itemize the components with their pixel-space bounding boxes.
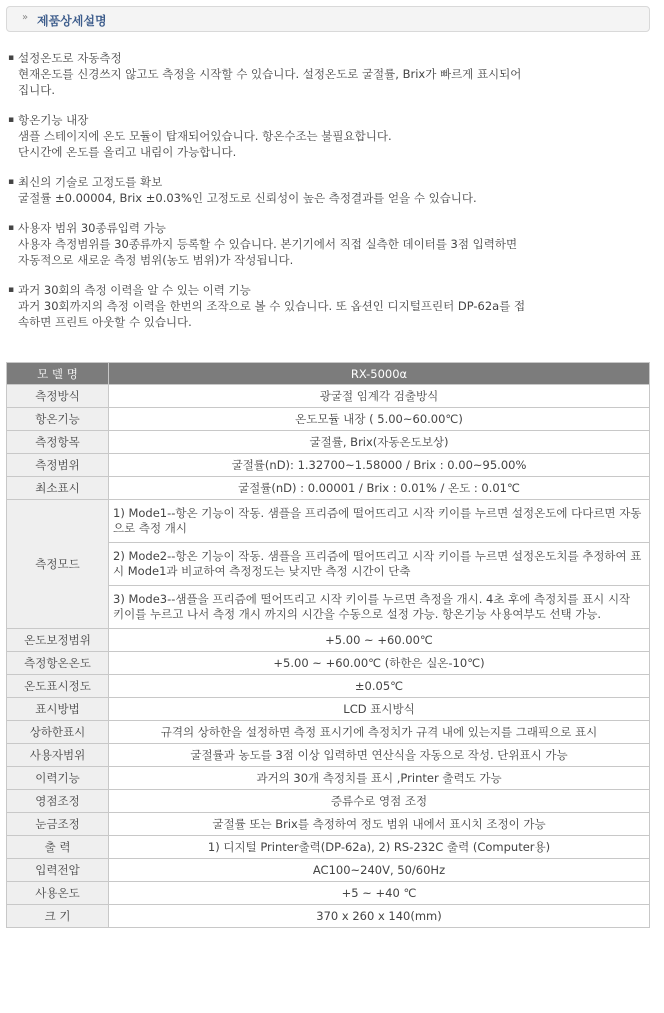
spec-row — [7, 385, 650, 408]
spec-label: 눈금조정 — [7, 813, 109, 836]
spec-value: 1) 디지털 Printer출력(DP-62a), 2) RS-232C 출력 (Computer용) — [109, 836, 650, 859]
feature-title: ▪ 설정온도로 자동측정 — [8, 50, 648, 66]
spec-value: LCD 표시방식 — [109, 698, 650, 721]
spec-row — [7, 431, 650, 454]
spec-row — [7, 859, 650, 882]
feature-description: 사용자 측정범위를 30종류까지 등록할 수 있습니다. 본기기에서 직접 실측한 데이터를 3점 입력하면 자동적으로 새로운 측정 범위(농도 범위)가 작성됩니다. — [18, 237, 518, 267]
spec-row — [7, 454, 650, 477]
feature-description: 굴절률 ±0.00004, Brix ±0.03%인 고정도로 신뢰성이 높은 측정결과를 얻을 수 있습니다. — [18, 191, 477, 205]
spec-value: +5.00 ~ +60.00℃ — [109, 629, 650, 652]
spec-label: 입력전압 — [7, 859, 109, 882]
feature-item — [8, 174, 648, 206]
spec-row — [7, 905, 650, 928]
mode-description: 3) Mode3--샘플을 프리즘에 떨어뜨리고 시작 키이를 누르면 측정을 개시. 4초 후에 측정치를 표시 시작 키이를 누르고 나서 측정 개시 까지의 시간을 수동으로 설정 가능. 항온기능 사용여부도 선택 가능. — [113, 592, 631, 621]
spec-label: 크 기 — [7, 905, 109, 928]
model-value: RX-5000α — [109, 363, 650, 385]
spec-value: 규격의 상하한을 설정하면 측정 표시기에 측정치가 규격 내에 있는지를 그래픽으로 표시 — [109, 721, 650, 744]
spec-row — [7, 767, 650, 790]
mode-description: 1) Mode1--항온 기능이 작동. 샘플을 프리즘에 떨어뜨리고 시작 키이를 누르면 설정온도에 다다르면 자동으로 측정 개시 — [109, 500, 649, 543]
feature-title: ▪ 과거 30회의 측정 이력을 알 수 있는 이력 기능 — [8, 282, 648, 298]
spec-label: 측정방식 — [7, 385, 109, 408]
spec-value: 광굴절 임계각 검출방식 — [109, 385, 650, 408]
spec-label: 온도보정범위 — [7, 629, 109, 652]
feature-title: ▪ 최신의 기술로 고정도를 확보 — [8, 174, 648, 190]
spec-row — [7, 477, 650, 500]
spec-value: 굴절률과 농도를 3점 이상 입력하면 연산식을 자동으로 작성. 단위표시 가능 — [109, 744, 650, 767]
section-title: 제품상세설명 — [37, 14, 107, 28]
spec-label: 출 력 — [7, 836, 109, 859]
feature-item — [8, 50, 648, 98]
spec-value: 굴절률(nD): 1.32700~1.58000 / Brix : 0.00~95.00% — [109, 454, 650, 477]
spec-label: 최소표시 — [7, 477, 109, 500]
spec-value: 굴절률 또는 Brix를 측정하여 정도 범위 내에서 표시치 조정이 가능 — [109, 813, 650, 836]
spec-label: 영점조정 — [7, 790, 109, 813]
feature-description: 현재온도를 신경쓰지 않고도 측정을 시작할 수 있습니다. 설정온도로 굴절률, Brix가 빠르게 표시되어 집니다. — [18, 67, 522, 97]
spec-label: 표시방법 — [7, 698, 109, 721]
spec-row — [7, 675, 650, 698]
feature-list — [8, 50, 648, 344]
model-label: 모 델 명 — [7, 363, 109, 385]
spec-label: 측정항목 — [7, 431, 109, 454]
spec-value: 과거의 30개 측정치를 표시 ,Printer 출력도 가능 — [109, 767, 650, 790]
feature-description: 과거 30회까지의 측정 이력을 한번의 조작으로 볼 수 있습니다. 또 옵션인 디지털프린터 DP-62a를 접 속하면 프린트 아웃할 수 있습니다. — [18, 299, 526, 329]
feature-description: 샘플 스테이지에 온도 모듈이 탑재되어있습니다. 항온수조는 불필요합니다. 단시간에 온도를 올리고 내림이 가능합니다. — [18, 129, 392, 159]
spec-row — [7, 744, 650, 767]
spec-value: +5 ~ +40 ℃ — [109, 882, 650, 905]
spec-value: 370 x 260 x 140(mm) — [109, 905, 650, 928]
spec-row — [7, 813, 650, 836]
feature-item — [8, 282, 648, 330]
spec-value: 온도모듈 내장 ( 5.00~60.00℃) — [109, 408, 650, 431]
spec-label: 상하한표시 — [7, 721, 109, 744]
spec-label: 측정모드 — [7, 500, 109, 629]
spec-value: 굴절률(nD) : 0.00001 / Brix : 0.01% / 온도 : 0.01℃ — [109, 477, 650, 500]
spec-table — [6, 362, 650, 928]
spec-label: 사용온도 — [7, 882, 109, 905]
spec-row-mode — [7, 500, 650, 629]
mode-description: 2) Mode2--항온 기능이 작동. 샘플을 프리즘에 떨어뜨리고 시작 키이를 누르면 설정온도치를 추정하여 표시 Mode1과 비교하여 측정정도는 낮지만 측정 시간이 단축 — [109, 543, 649, 586]
spec-label: 측정항온온도 — [7, 652, 109, 675]
spec-value: 굴절률, Brix(자동온도보상) — [109, 431, 650, 454]
spec-row — [7, 408, 650, 431]
section-title-bar — [6, 6, 650, 32]
spec-row — [7, 721, 650, 744]
feature-item — [8, 220, 648, 268]
feature-title: ▪ 항온기능 내장 — [8, 112, 648, 128]
spec-row — [7, 790, 650, 813]
spec-value: AC100~240V, 50/60Hz — [109, 859, 650, 882]
feature-item — [8, 112, 648, 160]
chevron-right-icon: » — [22, 12, 29, 23]
feature-title: ▪ 사용자 범위 30종류입력 가능 — [8, 220, 648, 236]
spec-value: ±0.05℃ — [109, 675, 650, 698]
spec-label: 항온기능 — [7, 408, 109, 431]
spec-row — [7, 836, 650, 859]
spec-label: 사용자범위 — [7, 744, 109, 767]
spec-body — [7, 385, 650, 928]
spec-label: 온도표시정도 — [7, 675, 109, 698]
spec-row — [7, 629, 650, 652]
spec-label: 이력기능 — [7, 767, 109, 790]
spec-header-row — [7, 363, 650, 385]
spec-row — [7, 882, 650, 905]
mode-list — [109, 500, 650, 629]
spec-label: 측정범위 — [7, 454, 109, 477]
spec-value: +5.00 ~ +60.00℃ (하한은 실온-10℃) — [109, 652, 650, 675]
spec-value: 증류수로 영점 조정 — [109, 790, 650, 813]
spec-row — [7, 698, 650, 721]
spec-row — [7, 652, 650, 675]
